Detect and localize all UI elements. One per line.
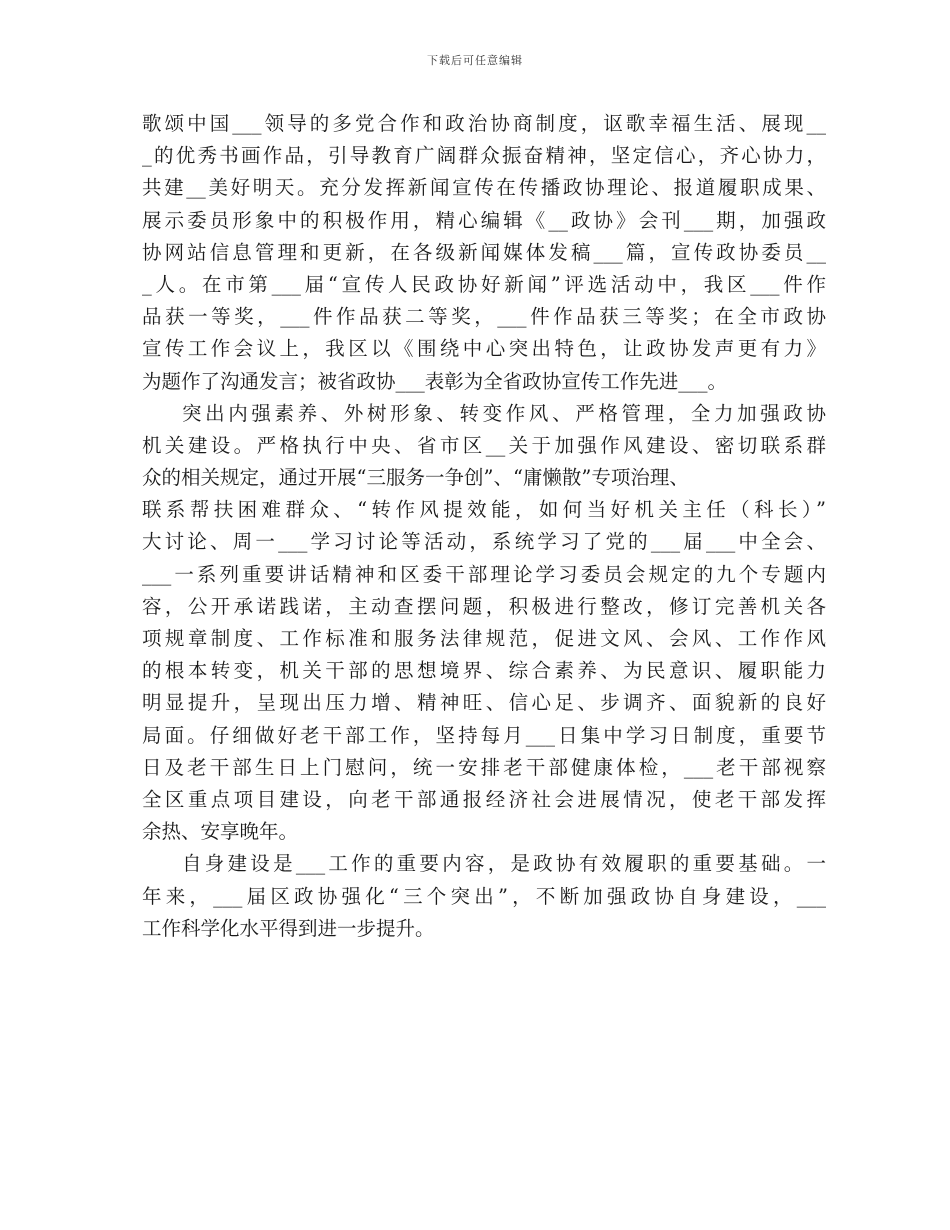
page-header: 下载后可任意编辑	[427, 54, 523, 67]
text-line: 余热、安享晚年。	[142, 820, 299, 844]
text-line: 众的相关规定，通过开展“三服务一争创”、“庸懒散”专项治理、	[142, 466, 689, 490]
text-line: 联系帮扶困难群众、“转作风提效能，如何当好机关主任（科长）”	[142, 498, 826, 522]
text-line: 日及老干部生日上门慰问，统一安排老干部健康体检，___老干部视察	[142, 755, 826, 779]
text-line: 宣传工作会议上，我区以《围绕中心突出特色，让政协发声更有力》	[142, 337, 826, 361]
text-line: ___一系列重要讲话精神和区委干部理论学习委员会规定的九个专题内	[142, 562, 826, 586]
text-line: _的优秀书画作品，引导教育广阔群众振奋精神，坚定信心，齐心协力，	[142, 144, 826, 168]
text-line: 年来，___届区政协强化“三个突出”，不断加强政协自身建设，___	[142, 884, 826, 908]
text-line: 明显提升，呈现出压力增、精神旺、信心足、步调齐、面貌新的良好	[142, 691, 826, 715]
text-line: 展示委员形象中的积极作用，精心编辑《__政协》会刊___期，加强政	[142, 208, 826, 232]
text-line: _人。在市第___届“宣传人民政协好新闻”评选活动中，我区___件作	[142, 272, 826, 296]
text-line: 共建__美好明天。充分发挥新闻宣传在传播政协理论、报道履职成果、	[142, 176, 826, 200]
text-line: 全区重点项目建设，向老干部通报经济社会进展情况，使老干部发挥	[142, 787, 826, 811]
text-line: 品获一等奖，___件作品获二等奖，___件作品获三等奖；在全市政协	[142, 305, 826, 329]
text-line: 歌颂中国___领导的多党合作和政治协商制度，讴歌幸福生活、展现__	[142, 112, 826, 135]
text-line: 容，公开承诺践诺，主动查摆问题，积极进行整改，修订完善机关各	[142, 594, 826, 618]
text-line: 突出内强素养、外树形象、转变作风、严格管理，全力加强政协	[182, 401, 826, 425]
text-line: 机关建设。严格执行中央、省市区__关于加强作风建设、密切联系群	[142, 433, 826, 457]
text-line: 工作科学化水平得到进一步提升。	[142, 916, 435, 940]
text-line: 自身建设是___工作的重要内容，是政协有效履职的重要基础。一	[182, 852, 826, 876]
text-line: 项规章制度、工作标准和服务法律规范，促进文风、会风、工作作风	[142, 627, 826, 650]
document-body	[142, 108, 826, 945]
text-line: 为题作了沟通发言；被省政协___表彰为全省政协宣传工作先进___。	[142, 369, 728, 393]
text-line: 的根本转变，机关干部的思想境界、综合素养、为民意识、履职能力	[142, 659, 826, 683]
text-line: 局面。仔细做好老干部工作，坚持每月___日集中学习日制度，重要节	[142, 723, 826, 747]
text-line: 协网站信息管理和更新，在各级新闻媒体发稿___篇，宣传政协委员__	[142, 240, 826, 264]
text-line: 大讨论、周一___学习讨论等活动，系统学习了党的___届___中全会、	[142, 530, 826, 554]
